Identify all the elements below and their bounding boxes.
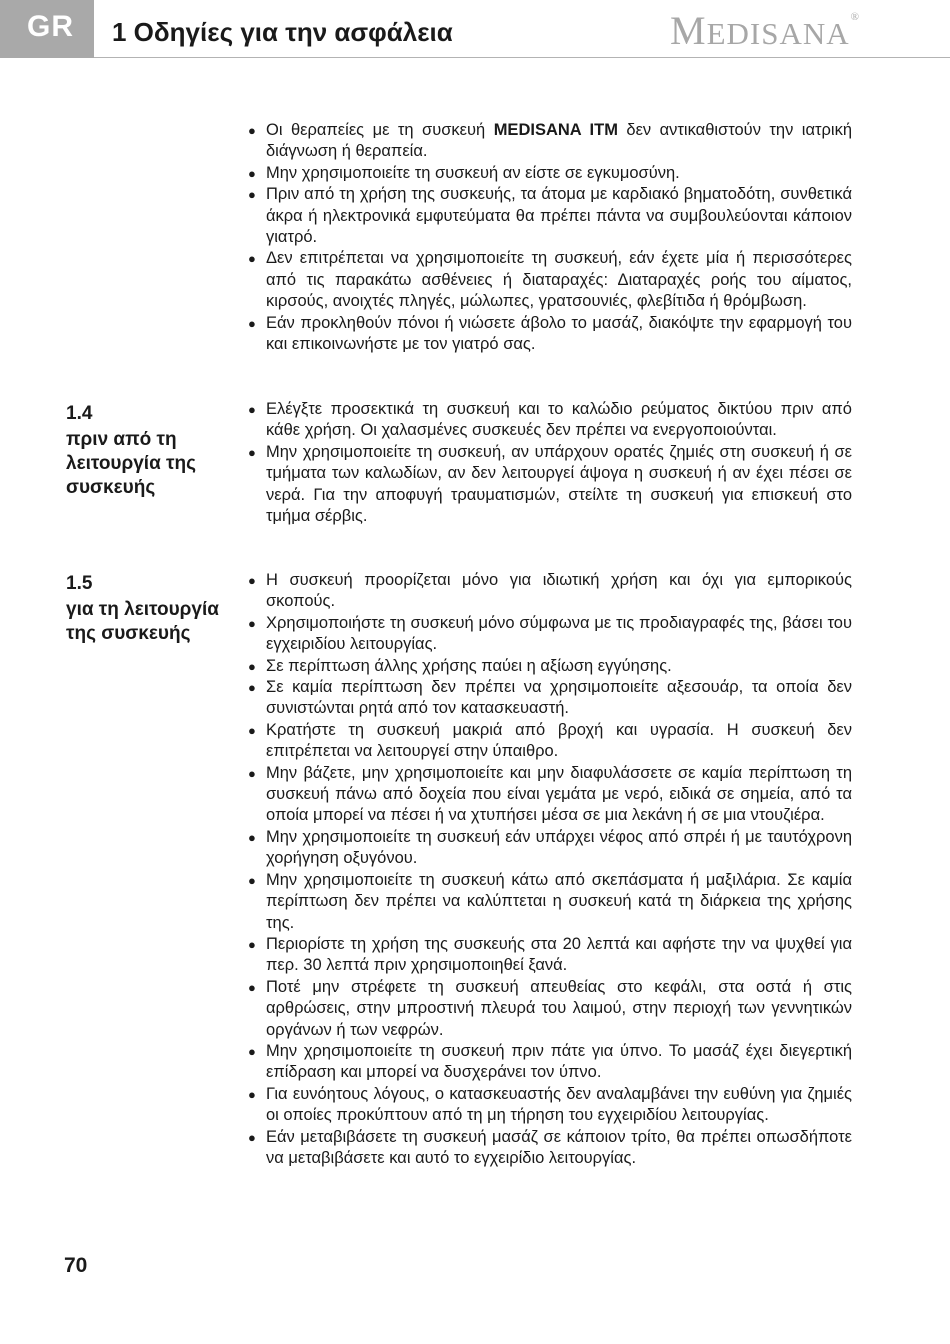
- bullet-item: ● Κρατήστε τη συσκευή μακριά από βροχή και υγρασία. Η συσκευή δεν επιτρέπεται να λειτουργεί στην ύπαιθρο.: [248, 720, 852, 761]
- bullet-icon: ●: [248, 872, 256, 888]
- brand-logo: [670, 7, 860, 54]
- bullet-item: ● Δεν επιτρέπεται να χρησιμοποιείτε τη συσκευή, εάν έχετε μία ή περισσότερες από τις παρακάτω ασθένειες ή διαταραχές: Διαταραχές ροής του αίματος, κιρσούς, ανοιχτές πληγές, μώλωπες, γρατσουνιές, φλεβίτιδα ή θρόμβωση.: [248, 249, 852, 311]
- bullet-item: ● Περιορίστε τη χρήση της συσκευής στα 20 λεπτά και αφήστε την να ψυχθεί για περ. 30 λεπτά πριν χρησιμοποιηθεί ξανά.: [248, 934, 852, 975]
- bullet-item: ● Η συσκευή προορίζεται μόνο για ιδιωτική χρήση και όχι για εμπορικούς σκοπούς.: [248, 571, 852, 611]
- bullet-icon: ●: [248, 658, 256, 674]
- page-header: [0, 0, 950, 58]
- bullet-item: ● Εάν προκληθούν πόνοι ή νιώσετε άβολο το μασάζ, διακόψτε την εφαρμογή του και επικοινωνήστε με τον γιατρό σας.: [248, 313, 852, 354]
- bullet-icon: ●: [248, 765, 256, 781]
- bullet-icon: ●: [248, 165, 256, 181]
- before-use-list: [248, 399, 852, 527]
- registered-mark: ®: [850, 11, 860, 23]
- section-number: 1.4: [66, 403, 93, 424]
- section-number: 1.5: [66, 573, 93, 594]
- bullet-icon: ●: [248, 251, 256, 267]
- chapter-title: 1 Οδηγίες για την ασφάλεια: [112, 17, 453, 47]
- brand-initial: M: [670, 8, 707, 53]
- bullet-icon: ●: [248, 979, 256, 995]
- language-tab: GR: [0, 0, 94, 58]
- bullet-item: ● Μην βάζετε, μην χρησιμοποιείτε και μην διαφυλάσσετε σε καμία περίπτωση τη συσκευή πάνω από δοχεία που είναι γεμάτα με νερό, ειδικά σε σημεία, από τα οποία μπορεί να πέσει ή να χτυπήσει μέσα σε μια λεκάνη ή σε μια ντουζιέρα.: [248, 763, 852, 825]
- bullet-item: ● Μην χρησιμοποιείτε τη συσκευή πριν πάτε για ύπνο. Το μασάζ έχει διεγερτική επίδραση και μπορεί να δυσχεράνει τον ύπνο.: [248, 1041, 852, 1082]
- bullet-icon: ●: [248, 315, 256, 331]
- section-heading-before-use: [66, 402, 241, 500]
- bullet-item: ● Σε καμία περίπτωση δεν πρέπει να χρησιμοποιείτε αξεσουάρ, τα οποία δεν συνιστώνται ρητά από τον κατασκευαστή.: [248, 678, 852, 718]
- bullet-icon: ●: [248, 936, 256, 952]
- bullet-item: ● Εάν μεταβιβάσετε τη συσκευή μασάζ σε κάποιον τρίτο, θα πρέπει οπωσδήποτε να μεταβιβάσετε και αυτό το εγχειρίδιο λειτουργίας.: [248, 1127, 852, 1167]
- bullet-item: ● Μην χρησιμοποιείτε τη συσκευή εάν υπάρχει νέφος από σπρέι ή με ταυτόχρονη χορήγηση οξυγόνου.: [248, 827, 852, 868]
- brand-rest: EDISANA: [706, 16, 850, 51]
- bullet-icon: ●: [248, 722, 256, 738]
- bullet-item: ● Ποτέ μην στρέφετε τη συσκευή απευθείας στο κεφάλι, στα οστά ή στις αρθρώσεις, στην μπροστινή πλευρά του λαιμού, στην περιοχή των γεννητικών οργάνων ή των νεφρών.: [248, 977, 852, 1039]
- bullet-item: ● Σε περίπτωση άλλης χρήσης παύει η αξίωση εγγύησης.: [248, 656, 852, 677]
- bullet-icon: ●: [248, 1086, 256, 1102]
- bullet-item: ● Πριν από τη χρήση της συσκευής, τα άτομα με καρδιακό βηματοδότη, συνθετικά άκρα ή ηλεκτρονικά εμφυτεύματα θα πρέπει πάντα να συμβουλεύονται κάποιον γιατρό.: [248, 185, 852, 247]
- header-divider: [94, 57, 950, 58]
- bullet-item: ● Για ευνόητους λόγους, ο κατασκευαστής δεν αναλαμβάνει την ευθύνη για ζημιές οι οποίες προκύπτουν από τη μη τήρηση του εγχειριδίου λειτουργίας.: [248, 1084, 852, 1125]
- bullet-icon: ●: [248, 573, 256, 588]
- bullet-icon: ●: [248, 402, 256, 417]
- bullet-item: ● Ελέγξτε προσεκτικά τη συσκευή και το καλώδιο ρεύματος δικτύου πριν από κάθε χρήση. Οι χαλασμένες συσκευές δεν πρέπει να ενεργοποιούνται.: [248, 400, 852, 440]
- product-name: MEDISANA ITM: [493, 121, 618, 139]
- bullet-item: ● Μην χρησιμοποιείτε τη συσκευή αν είστε σε εγκυμοσύνη.: [248, 163, 852, 184]
- page-number: 70: [64, 1254, 88, 1277]
- bullet-icon: ●: [248, 615, 256, 631]
- bullet-icon: ●: [248, 1043, 256, 1059]
- bullet-icon: ●: [248, 444, 256, 460]
- bullet-icon: ●: [248, 680, 256, 696]
- bullet-icon: ●: [248, 123, 256, 138]
- bullet-item: ● Χρησιμοποιήστε τη συσκευή μόνο σύμφωνα με τις προδιαγραφές της, βάσει του εγχειριδίου λειτουργίας.: [248, 613, 852, 654]
- bullet-item: ● Μην χρησιμοποιείτε τη συσκευή κάτω από σκεπάσματα ή μαξιλάρια. Σε καμία περίπτωση δεν πρέπει να καλύπτεται η συσκευή κατά τη διάρκεια της χρήσης της.: [248, 870, 852, 932]
- section-heading-operation: [66, 572, 241, 646]
- bullet-item: ● Οι θεραπείες με τη συσκευή MEDISANA ITM δεν αντικαθιστούν την ιατρική διάγνωση ή θεραπεία.: [248, 121, 852, 161]
- general-safety-list: [248, 120, 852, 355]
- bullet-icon: ●: [248, 829, 256, 845]
- bullet-icon: ●: [248, 1129, 256, 1145]
- operation-list: [248, 570, 852, 1169]
- bullet-item: ● Μην χρησιμοποιείτε τη συσκευή, αν υπάρχουν ορατές ζημιές στη συσκευή ή σε τμήματα των καλωδίων, αν δεν λειτουργεί άψογα η συσκευή ή αν έχει πέσει σε νερά. Για την αποφυγή τραυματισμών, στείλτε τη συσκευή για επισκευή στο τμήμα σέρβις.: [248, 442, 852, 526]
- section-heading-text: πριν από τη λειτουργία της συσκευής: [66, 429, 197, 498]
- section-heading-text: για τη λειτουργία της συσκευής: [66, 599, 219, 644]
- bullet-icon: ●: [248, 187, 256, 203]
